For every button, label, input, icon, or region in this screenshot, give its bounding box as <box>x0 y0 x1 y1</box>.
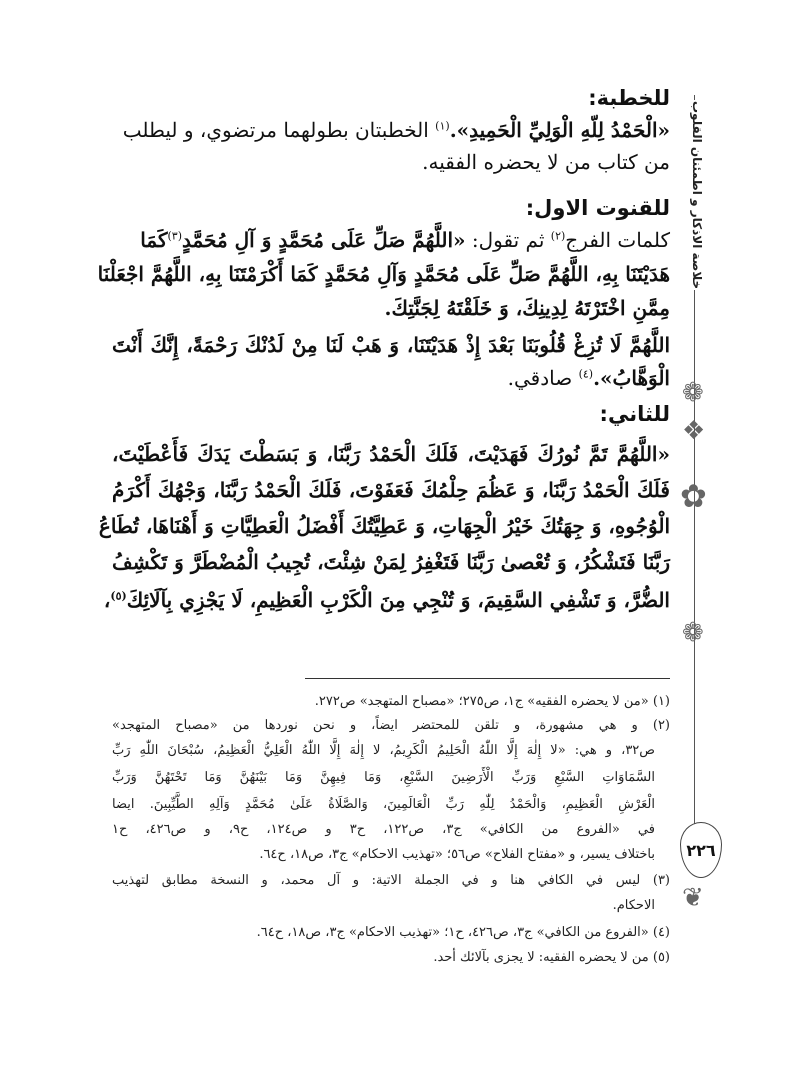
footnote: ص٣٢، و هي: «لا إِلٰهَ إِلَّا اللّٰهُ الْحَلِيمُ الْكَرِيمُ، لا إِلٰهَ إِلَّا اللّٰهُ الْعَلِيُّ الْعَظِيمُ، سُبْحَانَ اللّٰهِ رَبِّ <box>112 743 655 758</box>
text-line: هَدَيْتَنَا بِهِ، اللَّهُمَّ صَلِّ عَلَى مُحَمَّدٍ وَآلِ مُحَمَّدٍ كَمَا أَكْرَمْتَنَا بِهِ، اللَّهُمَّ اجْعَلْنَا <box>97 262 670 286</box>
footnote: السَّمَاوَاتِ السَّبْعِ وَرَبِّ الْأَرَضِينَ السَّبْعِ، وَمَا فِيهِنَّ وَمَا بَيْنَهُنَّ وَمَا تَحْتَهُنَّ وَرَبِّ <box>112 770 655 785</box>
footnote: الْعَرْشِ الْعَظِيمِ، وَالْحَمْدُ لِلّٰهِ رَبِّ الْعَالَمِينَ، وَالصَّلَاةُ عَلَىٰ مُحَمَّدٍ وَآلِهِ الطَّيِّبِينَ. ايضا <box>112 797 655 812</box>
heading-qunut-first: للقنوت الاول: <box>525 196 670 220</box>
ornament-icon: ❖ <box>682 416 706 446</box>
footnote: (٤) «الفروع من الكافي» ج٣، ص٤٢٦، ح١؛ «تهذيب الاحكام» ج٣، ص١٨، ح٦٤. <box>256 925 670 940</box>
text-line <box>123 118 670 142</box>
ornament-icon: ❁ <box>682 618 704 648</box>
text-line: فَلَكَ الْحَمْدُ رَبَّنَا، وَ عَظُمَ حِلْمُكَ فَعَفَوْتَ، فَلَكَ الْحَمْدُ رَبَّنَا، وَجْهُكَ أَكْرَمُ <box>112 478 670 502</box>
page-number: ٢٢٦ <box>680 822 722 878</box>
quote: الْوَهَّابُ». <box>593 366 670 390</box>
text: الضُّرَّ، وَ تَشْفِي السَّقِيمَ، وَ تُنْجِي مِنَ الْكَرْبِ الْعَظِيمِ، لَا يَجْزِي بِآلَائِكَ <box>126 588 670 612</box>
text: صادقي. <box>507 366 579 390</box>
text-line <box>508 366 670 390</box>
heading-qunut-second: للثاني: <box>599 402 670 426</box>
footnote: (١) «من لا يحضره الفقيه» ج١، ص٢٧٥؛ «مصباح المتهجد» ص٢٧٢. <box>314 694 670 709</box>
quote: «الْحَمْدُ لِلّهِ الْوَلِيِّ الْحَمِيدِ». <box>449 118 670 142</box>
footnote-ref: (١) <box>435 119 450 133</box>
footnote: (٥) من لا يحضره الفقيه: لا يجزى بآلائك أحد. <box>433 950 670 965</box>
text-line: مِمَّنِ اخْتَرْتَهُ لِدِينِكَ، وَ خَلَقْتَهُ لِجَنَّتِكَ. <box>384 296 670 320</box>
text: الخطبتان بطولهما مرتضوي، و ليطلب <box>122 118 436 142</box>
text-line: من كتاب من لا يحضره الفقيه. <box>422 150 670 174</box>
footnote-separator <box>305 678 670 679</box>
footnote: الاحكام. <box>612 898 655 913</box>
ornament-icon: ❦ <box>682 883 704 913</box>
footnote: (٢) و هي مشهورة، و تلقن للمحتضر ايضاً، و نحن نوردها من «مصباح المتهجد» <box>112 718 670 733</box>
footnote-ref: (٤) <box>578 367 594 381</box>
heading-khutba: للخطبة: <box>588 86 670 110</box>
ornament-icon: ❁ <box>682 378 704 408</box>
text-line <box>104 588 670 612</box>
footnote: في «الفروع من الكافي» ج٣، ص١٢٢، ح٣ و ص١٢٤، ح٩، و ص٤٢٦، ح١ <box>112 822 655 837</box>
footnote-ref: (٢) <box>550 229 566 243</box>
text-line: رَبَّنَا فَتَشْكُرُ، وَ تُعْصىٰ رَبَّنَا فَتَغْفِرُ لِمَنْ شِئْتَ، تُجِيبُ الْمُضْطَرَّ وَ تَكْشِفُ <box>112 550 670 574</box>
footnote: باختلاف يسير، و «مفتاح الفلاح» ص٥٦؛ «تهذيب الاحكام» ج٣، ص١٨، ح٦٤. <box>259 847 655 862</box>
text-line: الْوُجُوهِ، وَ جِهَتُكَ خَيْرُ الْجِهَاتِ، وَ عَطِيَّتُكَ أَفْضَلُ الْعَطِيَّاتِ وَ أَهْنَاهَا، تُطَاعُ <box>98 514 670 538</box>
text-line: اللَّهُمَّ لَا تُزِغْ قُلُوبَنَا بَعْدَ إِذْ هَدَيْتَنَا، وَ هَبْ لَنَا مِنْ لَدُنْكَ رَحْمَةً، إِنَّكَ أَنْتَ <box>112 333 670 357</box>
quote: «اللَّهُمَّ صَلِّ عَلَى مُحَمَّدٍ وَ آلِ مُحَمَّدٍ <box>182 228 466 252</box>
quote: كَمَا <box>140 228 168 252</box>
text: ، <box>103 588 111 612</box>
ornament-icon: ✿ <box>680 477 707 515</box>
text-line <box>140 228 670 252</box>
footnote: (٣) ليس في الكافي هنا و في الجملة الاتية: و آل محمد، و النسخة مطابق لتهذيب <box>112 873 670 888</box>
footnote-ref: (٥) <box>110 589 127 603</box>
footnote-ref: (٣) <box>167 229 182 243</box>
text-line: «اللَّهُمَّ تَمَّ نُورُكَ فَهَدَيْتَ، فَلَكَ الْحَمْدُ رَبَّنَا، وَ بَسَطْتَ يَدَكَ فَأَعْطَيْتَ، <box>112 442 670 466</box>
text: ثم تقول: <box>465 228 551 252</box>
text: كلمات الفرج <box>565 228 670 252</box>
running-header: خلاصة الاذكار و اطمئنان القلوب <box>684 100 704 290</box>
